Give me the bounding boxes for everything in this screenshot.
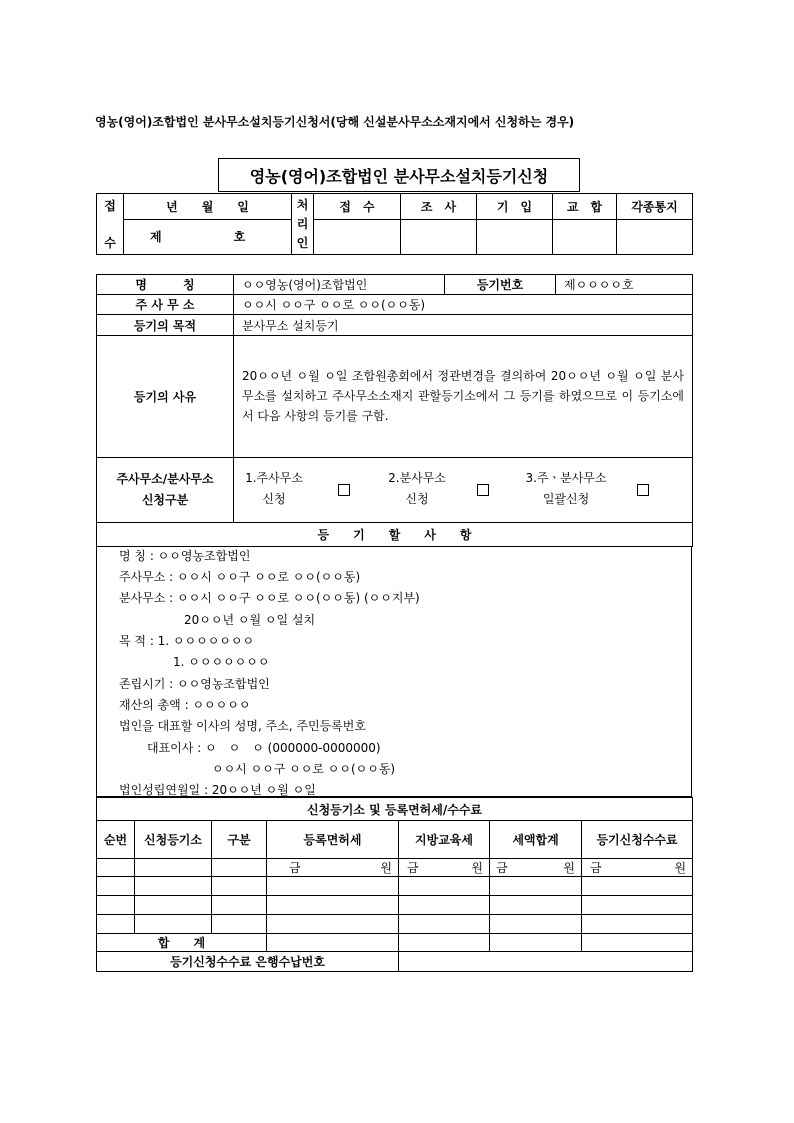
blank-cell[interactable]: [212, 915, 267, 934]
blank-cell[interactable]: [477, 220, 553, 255]
item-purpose-2: 1. ㅇㅇㅇㅇㅇㅇㅇ: [173, 655, 270, 669]
option-main-office: [234, 468, 314, 510]
tax-total-amount[interactable]: [490, 859, 582, 877]
col-notice: 각종통지: [617, 194, 693, 220]
blank-cell[interactable]: [267, 915, 399, 934]
processor-label: 처리인: [292, 194, 314, 255]
application-fee-amount[interactable]: [582, 859, 693, 877]
blank-cell[interactable]: [401, 220, 477, 255]
won-label: 원: [471, 861, 483, 875]
main-office-checkbox[interactable]: [338, 484, 350, 496]
col-category: 구분: [212, 821, 267, 859]
application-type-label-line2: 신청구분: [141, 492, 189, 507]
blank-cell[interactable]: [399, 896, 490, 915]
option-branch-office: [377, 468, 457, 510]
option-batch: [516, 468, 616, 510]
receipt-number: 제 호: [124, 220, 292, 255]
receipt-table: [96, 193, 693, 255]
geum-label: 금: [407, 861, 419, 875]
bank-receipt-number[interactable]: [399, 952, 693, 972]
total-license-tax[interactable]: [267, 934, 399, 952]
item-branch-established: 20ㅇㅇ년 ㅇ월 ㅇ일 설치: [184, 613, 316, 627]
info-table: [96, 274, 693, 547]
col-entry: 기 입: [477, 194, 553, 220]
item-director-address: ㅇㅇ시 ㅇㅇ구 ㅇㅇ로 ㅇㅇ(ㅇㅇ동): [212, 762, 396, 776]
office-label: 주 사 무 소: [97, 295, 234, 315]
item-director: 대표이사 : ㅇ ㅇ ㅇ (000000-0000000): [147, 741, 381, 755]
education-tax-amount[interactable]: [399, 859, 490, 877]
blank-cell[interactable]: [212, 896, 267, 915]
blank-cell[interactable]: [314, 220, 401, 255]
option-branch-office-line2: 신청: [405, 492, 429, 506]
application-type-options: [234, 458, 693, 523]
blank-cell[interactable]: [135, 896, 212, 915]
receipt-label-top: 접: [104, 199, 116, 213]
total-tax[interactable]: [490, 934, 582, 952]
blank-cell[interactable]: [490, 896, 582, 915]
bank-receipt-label: 등기신청수수료 은행수납번호: [97, 952, 399, 972]
blank-cell[interactable]: [490, 877, 582, 896]
reason-value[interactable]: 20ㅇㅇ년 ㅇ월 ㅇ일 조합원총회에서 정관변경을 결의하여 20ㅇㅇ년 ㅇ월 ㅇ일 분사무소를 설치하고 주사무소소재지 관할등기소에서 그 등기를 하였으므로 이 등기소에서 다음 사항의 등기를 구함.: [234, 335, 693, 457]
office-value[interactable]: ㅇㅇ시 ㅇㅇ구 ㅇㅇ로 ㅇㅇ(ㅇㅇ동): [234, 295, 693, 315]
col-seq: 순번: [97, 821, 135, 859]
item-established-date: 법인성립연월일 : 20ㅇㅇ년 ㅇ월 ㅇ일: [119, 783, 316, 797]
application-type-label: [97, 458, 234, 523]
regno-value[interactable]: 제ㅇㅇㅇㅇ호: [556, 275, 693, 295]
blank-cell[interactable]: [97, 859, 135, 877]
form-title: 영농(영어)조합법인 분사무소설치등기신청: [218, 158, 580, 192]
blank-cell[interactable]: [553, 220, 617, 255]
blank-cell[interactable]: [135, 859, 212, 877]
option-branch-office-line1: 2.분사무소: [388, 471, 446, 485]
form-subtitle: 영농(영어)조합법인 분사무소설치등기신청서(당해 신설분사무소소재지에서 신청하는 경우): [95, 115, 575, 129]
blank-cell[interactable]: [582, 915, 693, 934]
blank-cell[interactable]: [97, 896, 135, 915]
regno-label: 등기번호: [445, 275, 556, 295]
geum-label: 금: [590, 861, 602, 875]
col-application-fee: 등기신청수수료: [582, 821, 693, 859]
blank-cell[interactable]: [97, 877, 135, 896]
receipt-date: 년 월 일: [124, 194, 292, 220]
item-assets: 재산의 총액 : ㅇㅇㅇㅇㅇ: [119, 698, 251, 712]
items-box: [96, 546, 692, 797]
option-batch-line2: 일괄신청: [542, 492, 590, 506]
option-main-office-line1: 1.주사무소: [245, 471, 303, 485]
license-tax-amount[interactable]: [267, 859, 399, 877]
blank-cell[interactable]: [135, 915, 212, 934]
item-purpose: 목 적 : 1. ㅇㅇㅇㅇㅇㅇㅇ: [119, 634, 255, 648]
blank-cell[interactable]: [582, 896, 693, 915]
fees-header: 신청등기소 및 등록면허세/수수료: [97, 798, 693, 821]
geum-label: 금: [289, 861, 301, 875]
total-application-fee[interactable]: [582, 934, 693, 952]
batch-checkbox[interactable]: [637, 484, 649, 496]
option-batch-line1: 3.주ㆍ분사무소: [525, 471, 607, 485]
blank-cell[interactable]: [212, 859, 267, 877]
col-registry-office: 신청등기소: [135, 821, 212, 859]
col-receipt: 접 수: [314, 194, 401, 220]
receipt-label: [97, 194, 124, 255]
col-collation: 교 합: [553, 194, 617, 220]
item-branch-office: 분사무소 : ㅇㅇ시 ㅇㅇ구 ㅇㅇ로 ㅇㅇ(ㅇㅇ동) (ㅇㅇ지부): [119, 591, 420, 605]
won-label: 원: [380, 861, 392, 875]
branch-office-checkbox[interactable]: [477, 484, 489, 496]
blank-cell[interactable]: [490, 915, 582, 934]
won-label: 원: [674, 861, 687, 875]
col-license-tax: 등록면허세: [267, 821, 399, 859]
blank-cell[interactable]: [267, 896, 399, 915]
item-director-heading: 법인을 대표할 이사의 성명, 주소, 주민등록번호: [119, 719, 366, 733]
item-name: 명 칭 : ㅇㅇ영농조합법인: [119, 549, 251, 563]
blank-cell[interactable]: [97, 915, 135, 934]
blank-cell[interactable]: [399, 877, 490, 896]
total-label: 합 계: [97, 934, 267, 952]
receipt-label-bottom: 수: [104, 236, 116, 250]
won-label: 원: [563, 861, 575, 875]
blank-cell[interactable]: [135, 877, 212, 896]
purpose-value[interactable]: 분사무소 설치등기: [234, 315, 693, 335]
blank-cell[interactable]: [399, 915, 490, 934]
name-value[interactable]: ㅇㅇ영농(영어)조합법인: [234, 275, 445, 295]
fees-table: [96, 797, 693, 972]
geum-label: 금: [496, 861, 508, 875]
purpose-label: 등기의 목적: [97, 315, 234, 335]
total-education-tax[interactable]: [399, 934, 490, 952]
item-main-office: 주사무소 : ㅇㅇ시 ㅇㅇ구 ㅇㅇ로 ㅇㅇ(ㅇㅇ동): [119, 570, 361, 584]
item-duration: 존립시기 : ㅇㅇ영농조합법인: [119, 677, 270, 691]
application-type-label-line1: 주사무소/분사무소: [116, 471, 214, 486]
col-inspection: 조 사: [401, 194, 477, 220]
blank-cell[interactable]: [212, 877, 267, 896]
blank-cell[interactable]: [582, 877, 693, 896]
col-education-tax: 지방교육세: [399, 821, 490, 859]
name-label: 명 칭: [97, 275, 234, 295]
reason-label: 등기의 사유: [97, 335, 234, 457]
blank-cell[interactable]: [267, 877, 399, 896]
col-tax-total: 세액합계: [490, 821, 582, 859]
option-main-office-line2: 신청: [262, 492, 286, 506]
blank-cell[interactable]: [617, 220, 693, 255]
items-header: 등 기 할 사 항: [97, 522, 693, 546]
